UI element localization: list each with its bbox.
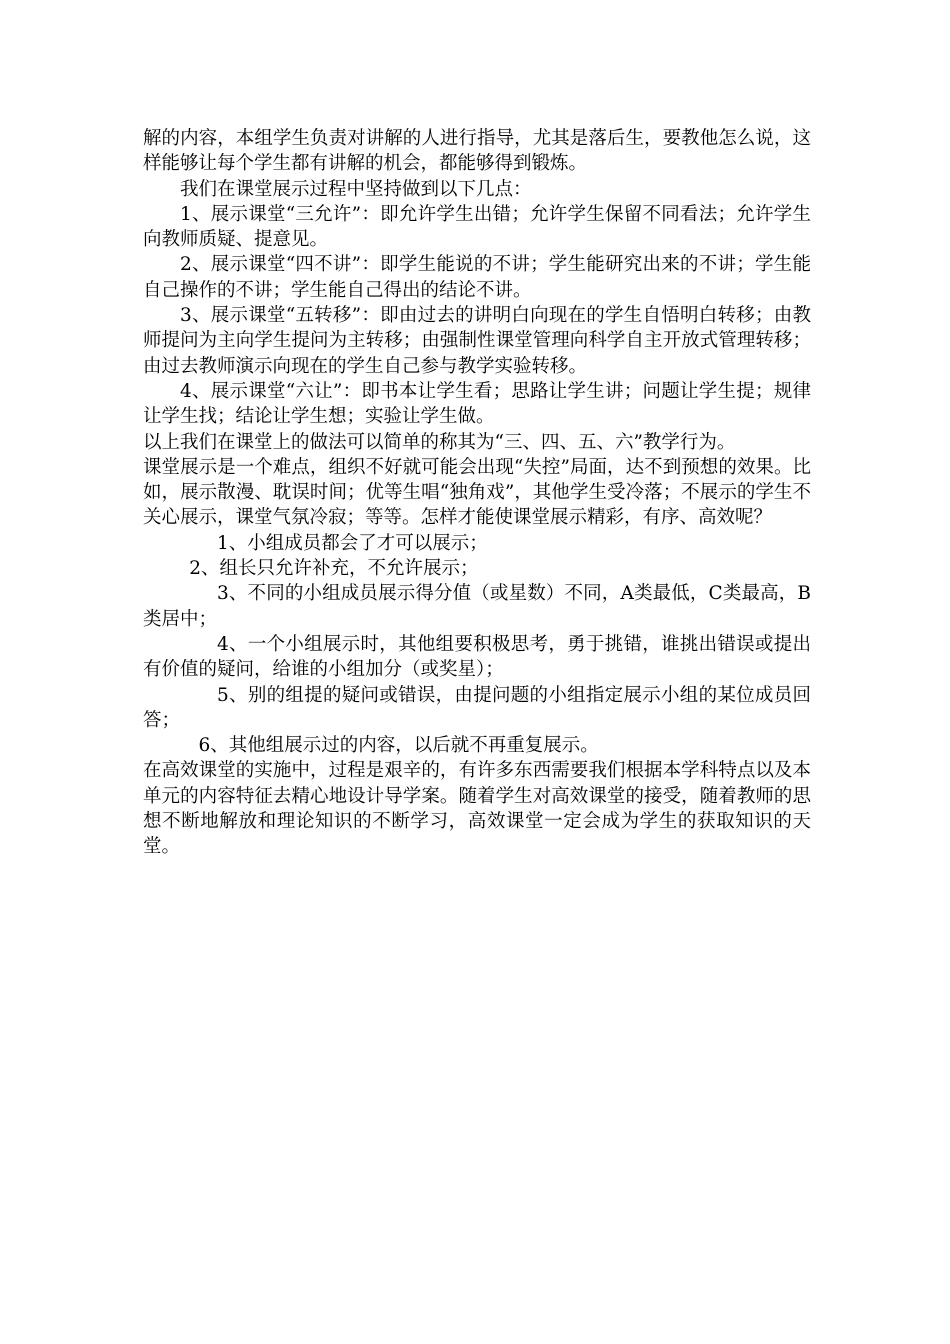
- paragraph-point-3: 3、展示课堂“五转移”：即由过去的讲明白向现在的学生自悟明白转移；由教师提问为主向学生提问为主转移；由强制性课堂管理向科学自主开放式管理转移；由过去教师演示向现在的学生自己参与教学实验转移。: [143, 305, 811, 377]
- paragraph-difficulty: 课堂展示是一个难点，组织不好就可能会出现“失控”局面，达不到预想的效果。比如，展示散漫、耽误时间；优等生唱“独角戏”，其他学生受冷落；不展示的学生不关心展示，课堂气氛冷寂；等等。怎样才能使课堂展示精彩，有序、高效呢？: [143, 456, 811, 529]
- paragraph-rule-5: 5、别的组提的疑问或错误，由提问题的小组指定展示小组的某位成员回答；: [143, 684, 811, 731]
- paragraph-point-4: 4、展示课堂“六让”：即书本让学生看；思路让学生讲；问题让学生提；规律让学生找；结论让学生想；实验让学生做。: [143, 380, 811, 428]
- paragraph-rule-6: 6、其他组展示过的内容，以后就不再重复展示。: [198, 735, 599, 757]
- paragraph-point-2: 2、展示课堂“四不讲”：即学生能说的不讲；学生能研究出来的不讲；学生能自己操作的不讲；学生能自己得出的结论不讲。: [143, 254, 811, 301]
- paragraph-intro: 我们在课堂展示过程中坚持做到以下几点：: [180, 178, 532, 200]
- document-page: [143, 126, 811, 860]
- paragraph-continuation: 解的内容，本组学生负责对讲解的人进行指导，尤其是落后生，要教他怎么说，这样能够让每个学生都有讲解的机会，都能够得到锻炼。: [143, 128, 811, 175]
- paragraph-rule-1: 1、小组成员都会了才可以展示；: [217, 532, 488, 554]
- paragraph-summary: 以上我们在课堂上的做法可以简单的称其为“三、四、五、六”教学行为。: [143, 431, 736, 453]
- paragraph-rule-2: 2、组长只允许补充，不允许展示；: [189, 558, 479, 580]
- paragraph-conclusion: 在高效课堂的实施中，过程是艰辛的，有许多东西需要我们根据本学科特点以及本单元的内容特征去精心地设计导学案。随着学生对高效课堂的接受，随着教师的思想不断地解放和理论知识的不断学习，高效课堂一定会成为学生的获取知识的天堂。: [143, 760, 811, 858]
- paragraph-rule-4: 4、一个小组展示时，其他组要积极思考，勇于挑错，谁挑出错误或提出有价值的疑问，给谁的小组加分（或奖星）；: [143, 633, 811, 681]
- paragraph-point-1: 1、展示课堂“三允许”：即允许学生出错；允许学生保留不同看法；允许学生向教师质疑、提意见。: [143, 203, 811, 251]
- paragraph-rule-3: 3、不同的小组成员展示得分值（或星数）不同，A类最低，C类最高，B类居中；: [143, 583, 811, 630]
